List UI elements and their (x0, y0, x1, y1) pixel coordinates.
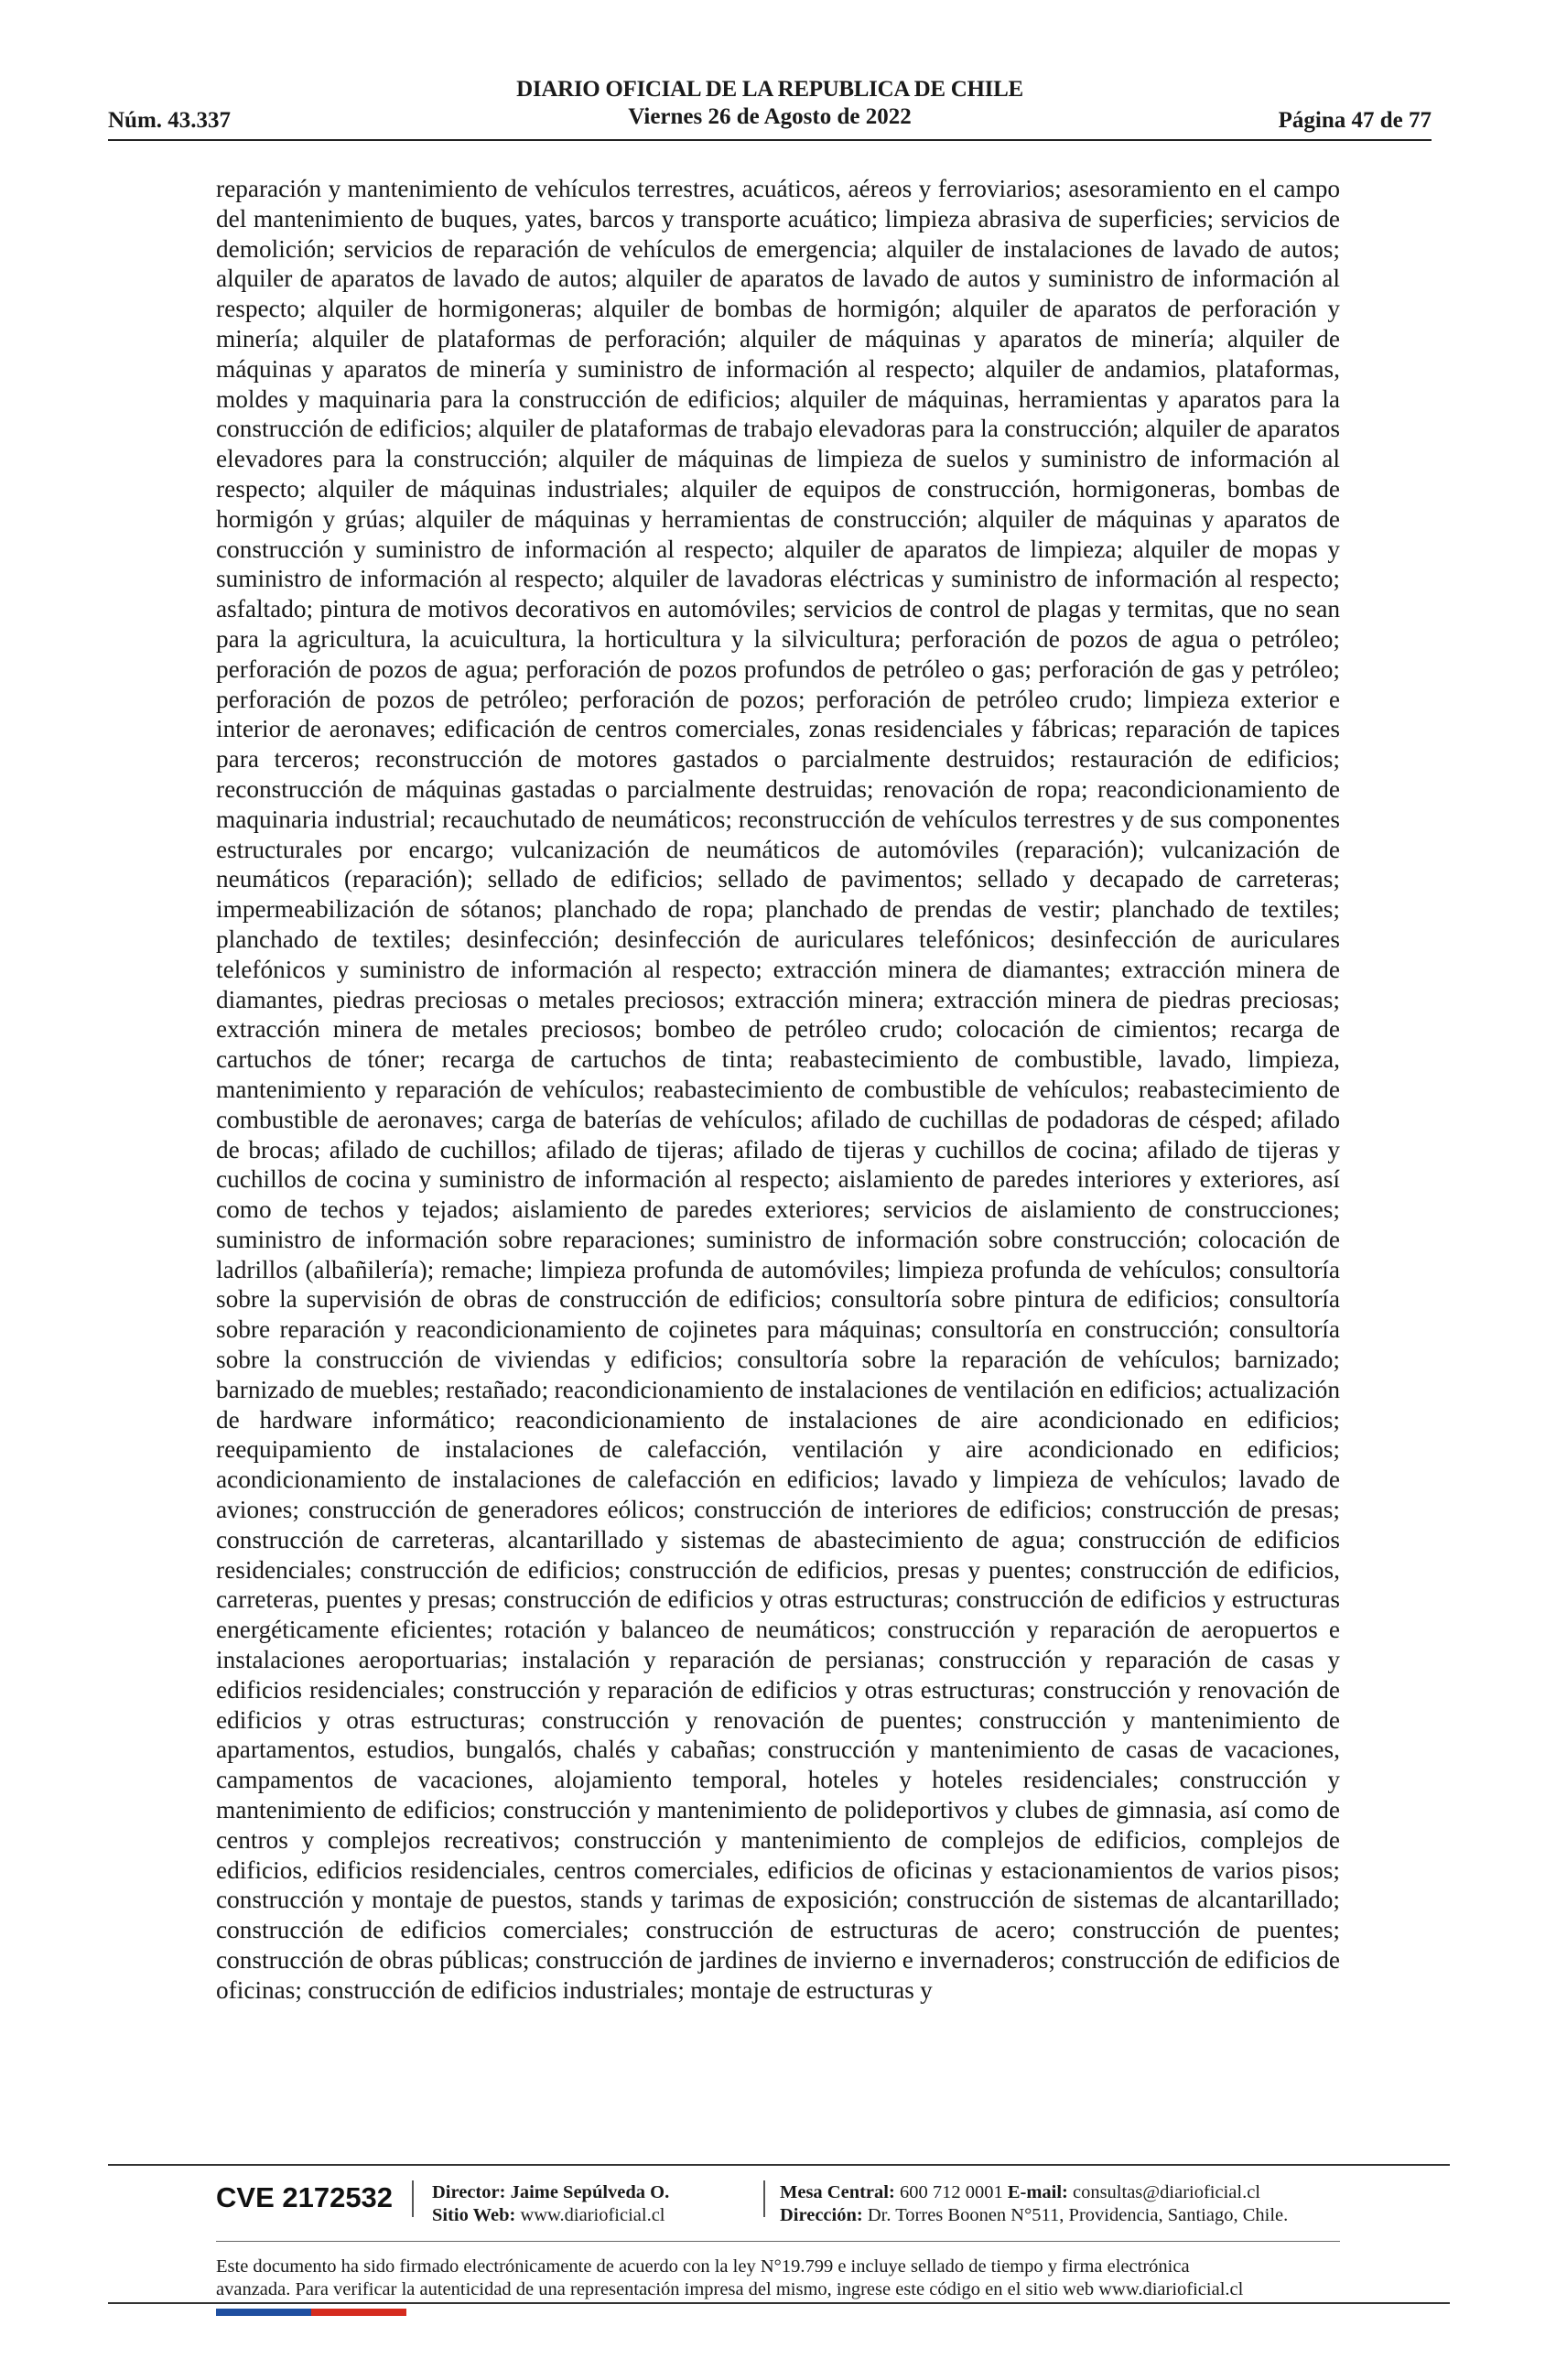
phone-label: Mesa Central: (780, 2182, 895, 2202)
flag-stripe-red (311, 2309, 406, 2316)
body-paragraph: reparación y mantenimiento de vehículos terrestres, acuáticos, aéreos y ferroviarios; asesoramiento en el campo del mantenimiento de buques, yates, barcos y transporte acuático; limpieza abrasiva de superficies; servicios de demolición; servicios de reparación de vehículos de emergencia; alquiler de instalaciones de lavado de autos; alquiler de aparatos de lavado de autos; alquiler de aparatos de lavado de autos y suministro de información al respecto; alquiler de hormigoneras; alquiler de bombas de hormigón; alquiler de aparatos de perforación y minería; alquiler de plataformas de perforación; alquiler de máquinas y aparatos de minería; alquiler de máquinas y aparatos de minería y suministro de información al respecto; alquiler de andamios, plataformas, moldes y maquinaria para la construcción de edificios; alquiler de máquinas, herramientas y aparatos para la construcción de edificios; alquiler de plataformas de trabajo elevadoras para la construcción; alquiler de aparatos elevadores para la construcción; alquiler de máquinas de limpieza de suelos y suministro de información al respecto; alquiler de máquinas industriales; alquiler de equipos de construcción, hormigoneras, bombas de hormigón y grúas; alquiler de máquinas y herramientas de construcción; alquiler de máquinas y aparatos de construcción y suministro de información al respecto; alquiler de aparatos de limpieza; alquiler de mopas y suministro de información al respecto; alquiler de lavadoras eléctricas y suministro de información al respecto; asfaltado; pintura de motivos decorativos en automóviles; servicios de control de plagas y termitas, que no sean para la agricultura, la acuicultura, la horticultura y la silvicultura; perforación de pozos de agua o petróleo; perforación de pozos de agua; perforación de pozos profundos de petróleo o gas; perforación de gas y petróleo; perforación de pozos de petróleo; perforación de pozos; perforación de petróleo crudo; limpieza exterior e interior de aeronaves; edificación de centros comerciales, zonas residenciales y fábricas; reparación de tapices para terceros; reconstrucción de motores gastados o parcialmente destruidos; restauración de edificios; reconstrucción de máquinas gastadas o parcialmente destruidas; renovación de ropa; reacondicionamiento de maquinaria industrial; recauchutado de neumáticos; reconstrucción de vehículos terrestres y de sus componentes estructurales por encargo; vulcanización de neumáticos de automóviles (reparación); vulcanización de neumáticos (reparación); sellado de edificios; sellado de pavimentos; sellado y decapado de carreteras; impermeabilización de sótanos; planchado de ropa; planchado de prendas de vestir; planchado de textiles; planchado de textiles; desinfección; desinfección de auriculares telefónicos; desinfección de auriculares telefónicos y suministro de información al respecto; extracción minera de diamantes; extracción minera de diamantes, piedras preciosas o metales preciosos; extracción minera; extracción minera de piedras preciosas; extracción minera de metales preciosos; bombeo de petróleo crudo; colocación de cimientos; recarga de cartuchos de tóner; recarga de cartuchos de tinta; reabastecimiento de combustible, lavado, limpieza, mantenimiento y reparación de vehículos; reabastecimiento de combustible de vehículos; reabastecimiento de combustible de aeronaves; carga de baterías de vehículos; afilado de cuchillas de podadoras de césped; afilado de brocas; afilado de cuchillos; afilado de tijeras; afilado de tijeras y cuchillos de cocina; afilado de tijeras y cuchillos de cocina y suministro de información al respecto; aislamiento de paredes interiores y exteriores, así como de techos y tejados; aislamiento de paredes exteriores; servicios de aislamiento de construcciones; suministro de información sobre reparaciones; suministro de información sobre construcción; colocación de ladrillos (albañilería); remache; limpieza profunda de automóviles; limpieza profunda de vehículos; consultoría sobre la supervisión de obras de construcción de edificios; consultoría sobre pintura de edificios; consultoría sobre reparación y reacondicionamiento de cojinetes para máquinas; consultoría en construcción; consultoría sobre la construcción de viviendas y edificios; consultoría sobre la reparación de vehículos; barnizado; barnizado de muebles; restañado; reacondicionamiento de instalaciones de ventilación en edificios; actualización de hardware informático; reacondicionamiento de instalaciones de aire acondicionado en edificios; reequipamiento de instalaciones de calefacción, ventilación y aire acondicionado en edificios; acondicionamiento de instalaciones de calefacción en edificios; lavado y limpieza de vehículos; lavado de aviones; construcción de generadores eólicos; construcción de interiores de edificios; construcción de presas; construcción de carreteras, alcantarillado y sistemas de abastecimiento de agua; construcción de edificios residenciales; construcción de edificios; construcción de edificios, presas y puentes; construcción de edificios, carreteras, puentes y presas; construcción de edificios y otras estructuras; construcción de edificios y estructuras energéticamente eficientes; rotación y balanceo de neumáticos; construcción y reparación de aeropuertos e instalaciones aeroportuarias; instalación y reparación de persianas; construcción y reparación de casas y edificios residenciales; construcción y reparación de edificios y otras estructuras; construcción y renovación de edificios y otras estructuras; construcción y renovación de puentes; construcción y mantenimiento de apartamentos, estudios, bungalós, chalés y cabañas; construcción y mantenimiento de casas de vacaciones, campamentos de vacaciones, alojamiento temporal, hoteles y hoteles residenciales; construcción y mantenimiento de edificios; construcción y mantenimiento de polideportivos y clubes de gimnasia, así como de centros y complejos recreativos; construcción y mantenimiento de complejos de edificios, complejos de edificios, edificios residenciales, centros comerciales, edificios de oficinas y estacionamientos de varios pisos; construcción y montaje de puestos, stands y tarimas de exposición; construcción de sistemas de alcantarillado; construcción de edificios comerciales; construcción de estructuras de acero; construcción de puentes; construcción de obras públicas; construcción de jardines de invierno e invernaderos; construcción de edificios de oficinas; construcción de edificios industriales; montaje de estructuras y (216, 175, 1340, 2004)
flag-stripe-blue (216, 2309, 311, 2316)
footer-divider-top (108, 2164, 1450, 2166)
footer-divider-mid (216, 2241, 1340, 2242)
footer-separator (763, 2180, 765, 2217)
legal-notice (216, 2256, 1340, 2301)
director-name: Jaime Sepúlveda O. (510, 2182, 670, 2202)
page-header (108, 73, 1432, 141)
masthead (108, 77, 1432, 130)
address-value: Dr. Torres Boonen N°511, Providencia, Santiago, Chile. (867, 2205, 1289, 2225)
footer-separator (412, 2180, 414, 2217)
site-label: Sitio Web: (432, 2205, 516, 2225)
publication-title: DIARIO OFICIAL DE LA REPUBLICA DE CHILE (516, 77, 1023, 102)
email-label: E-mail: (1007, 2182, 1068, 2202)
director-info (432, 2181, 669, 2227)
footer-divider-bottom (108, 2302, 1450, 2304)
contact-info (780, 2181, 1288, 2227)
legal-line: avanzada. Para verificar la autenticidad de una representación impresa del mismo, ingrese este código en el sitio web www.diarioficial.cl (216, 2279, 1244, 2299)
legal-line: Este documento ha sido firmado electrónicamente de acuerdo con la ley N°19.799 e incluye sellado de tiempo y firma electrónica (216, 2256, 1190, 2277)
email-link[interactable]: consultas@diarioficial.cl (1072, 2182, 1261, 2202)
issue-number: Núm. 43.337 (108, 108, 232, 133)
director-label: Director: (432, 2182, 506, 2202)
cve-code: CVE 2172532 (216, 2181, 394, 2213)
phone-value: 600 712 0001 (899, 2182, 1003, 2202)
publication-date: Viernes 26 de Agosto de 2022 (628, 104, 912, 129)
page-number: Página 47 de 77 (1278, 108, 1432, 133)
address-label: Dirección: (780, 2205, 863, 2225)
site-link[interactable]: www.diarioficial.cl (520, 2205, 665, 2225)
